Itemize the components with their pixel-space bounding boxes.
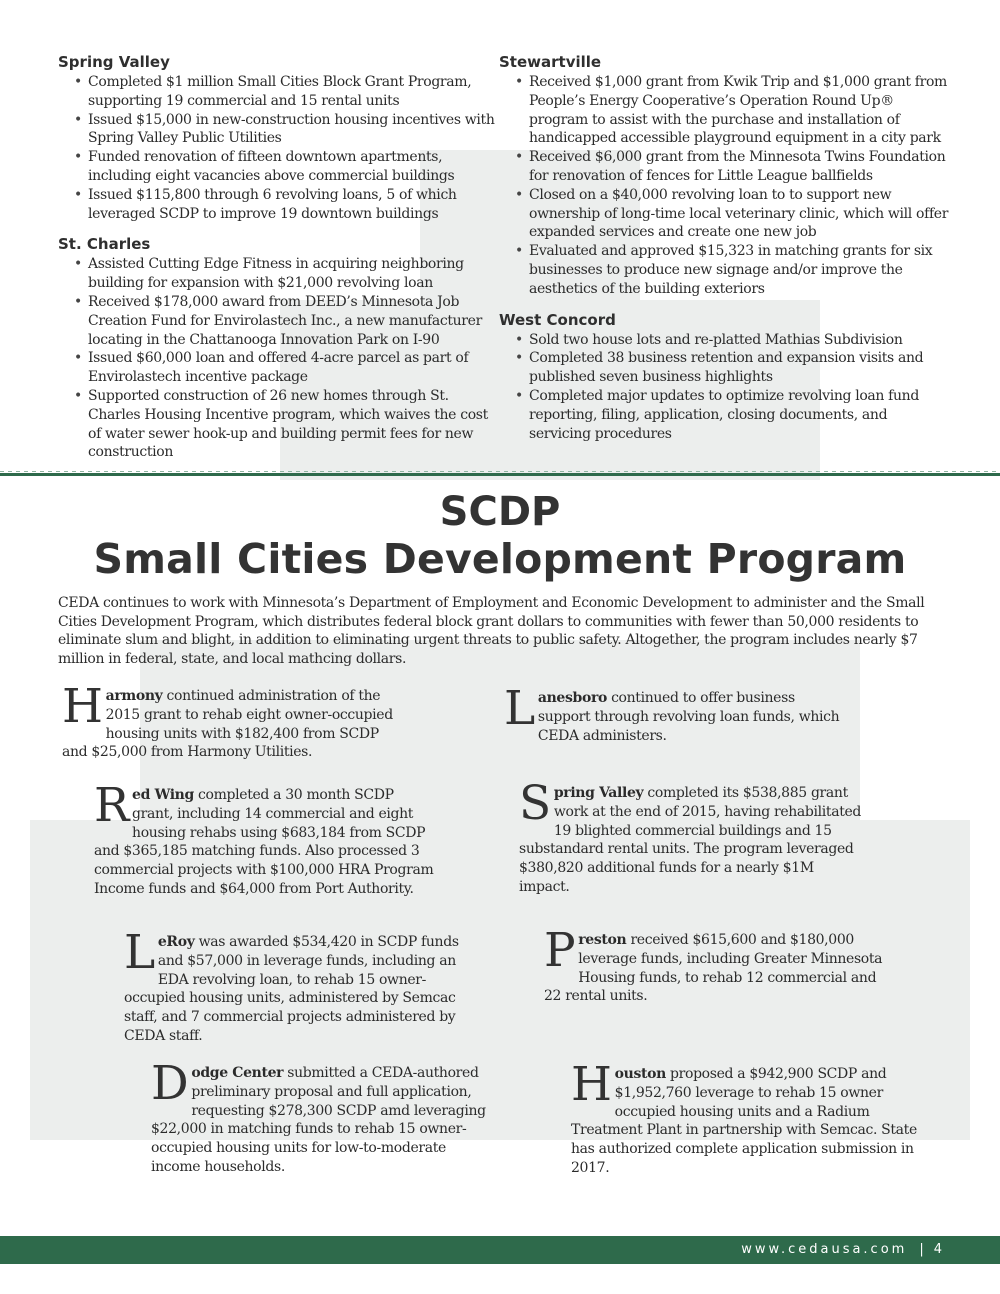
- drop-cap: S: [519, 776, 551, 831]
- entry-name: ouston: [614, 1066, 666, 1082]
- west-concord-list: [499, 331, 951, 444]
- list-item: • Completed $1 million Small Cities Block Grant Program, supporting 19 commercial and 15 rental units: [58, 73, 498, 111]
- entry-name: ed Wing: [132, 787, 194, 803]
- list-item: • Issued $15,000 in new-construction housing incentives with Spring Valley Public Utilities: [58, 111, 498, 149]
- entry-text: completed its $538,885 grant work at the end of 2015, having rehabilitated 19 blighted commercial buildings and 15 substandard rental units. The program leveraged $380,820 additional funds for a nearly $1M impact.: [519, 785, 862, 895]
- entry-red-wing: [94, 778, 434, 899]
- drop-cap: R: [94, 778, 130, 833]
- section-title-spring-valley: Spring Valley: [58, 53, 170, 71]
- st-charles-list: [58, 255, 498, 462]
- scdp-intro: CEDA continues to work with Minnesota’s Department of Employment and Economic Development to administer and the Small Cities Development Program, which distributes federal block grant dollars to communities with fewer than 50,000 residents to eliminate slum and blight, in addition to eliminating urgent threats to public safety. Altogether, the program includes nearly $7 million in federal, state, and local mathcing dollars.: [58, 595, 925, 667]
- entry-harmony: [62, 679, 407, 762]
- spring-valley-list: [58, 73, 498, 223]
- entry-preston: [544, 923, 889, 1006]
- list-item: • Received $1,000 grant from Kwik Trip and $1,000 grant from People’s Energy Cooperative’s Operation Round Up® program to assist with the purchase and installation of handicapped accessible playground equipment in a city park: [499, 73, 951, 148]
- entry-text: proposed a $942,900 SCDP and $1,952,760 leverage to rehab 15 owner occupied housing units and a Radium Treatment Plant in partnership with Semcac. State has authorized complete application submission in 2017.: [571, 1066, 917, 1176]
- list-item: • Completed major updates to optimize revolving loan fund reporting, filing, application, closing documents, and servicing procedures: [499, 387, 951, 443]
- drop-cap: H: [62, 679, 103, 734]
- footer-separator: |: [919, 1242, 924, 1257]
- section-title-west-concord: West Concord: [499, 310, 616, 329]
- section-title-st-charles: St. Charles: [58, 235, 151, 254]
- drop-cap: H: [571, 1057, 612, 1112]
- list-item: • Sold two house lots and re-platted Mathias Subdivision: [499, 331, 951, 350]
- entry-dodge-center: [151, 1056, 491, 1177]
- entry-spring-valley: [519, 776, 864, 897]
- page-number: 4: [933, 1242, 942, 1257]
- section-title-stewartville: Stewartville: [499, 53, 602, 71]
- entry-text: submitted a CEDA-authored preliminary proposal and full application, requesting $278,300 SCDP amd leveraging $22,000 in matching funds to rehab 15 owner-occupied housing units for low-to-moderate income households.: [151, 1065, 486, 1175]
- footer-website-link[interactable]: www.cedausa.com: [741, 1242, 908, 1257]
- entry-text: completed a 30 month SCDP grant, including 14 commercial and eight housing rehabs using $683,184 from SCDP and $365,185 matching funds. Also processed 3 commercial projects with $100,000 HRA Program Income funds and $64,000 from Port Authority.: [94, 787, 434, 897]
- scdp-heading: SCDP: [439, 489, 561, 535]
- entry-houston: [571, 1057, 926, 1178]
- entry-text: continued to offer business support through revolving loan funds, which CEDA administers.: [537, 690, 840, 744]
- entry-leroy: [124, 925, 469, 1046]
- list-item: • Evaluated and approved $15,323 in matching grants for six businesses to produce new signage and/or improve the aesthetics of the building exteriors: [499, 242, 951, 298]
- city-updates-left-column: [58, 52, 498, 473]
- drop-cap: P: [544, 923, 576, 978]
- list-item: • Received $6,000 grant from the Minnesota Twins Foundation for renovation of fences for Little League ballfields: [499, 148, 951, 186]
- list-item: • Funded renovation of fifteen downtown apartments, including eight vacancies above commercial buildings: [58, 148, 498, 186]
- entry-name: armony: [105, 688, 163, 704]
- list-item: • Received $178,000 award from DEED’s Minnesota Job Creation Fund for Envirolastech Inc., a new manufacturer locating in the Chattanooga Innovation Park on I-90: [58, 293, 498, 349]
- list-item: • Supported construction of 26 new homes through St. Charles Housing Incentive program, which waives the cost of water sewer hook-up and building permit fees for new construction: [58, 387, 498, 462]
- list-item: • Issued $115,800 through 6 revolving loans, 5 of which leveraged SCDP to improve 19 downtown buildings: [58, 186, 498, 224]
- drop-cap: L: [124, 925, 155, 980]
- entry-name: eRoy: [157, 934, 195, 950]
- entry-name: pring Valley: [553, 785, 644, 801]
- entry-lanesboro: [504, 681, 844, 745]
- list-item: • Issued $60,000 loan and offered 4-acre parcel as part of Envirolastech incentive package: [58, 349, 498, 387]
- drop-cap: L: [504, 681, 535, 736]
- entry-name: reston: [578, 932, 627, 948]
- entry-text: was awarded $534,420 in SCDP funds and $57,000 in leverage funds, including an EDA revolving loan, to rehab 15 owner-occupied housing units, administered by Semcac staff, and 7 commercial projects administered by CEDA staff.: [124, 934, 459, 1044]
- entry-text: continued administration of the 2015 grant to rehab eight owner-occupied housing units with $182,400 from SCDP and $25,000 from Harmony Utilities.: [62, 688, 393, 761]
- footer-text: [741, 1236, 942, 1264]
- scdp-full-title: Small Cities Development Program: [93, 535, 907, 583]
- list-item: • Completed 38 business retention and expansion visits and published seven business highlights: [499, 349, 951, 387]
- section-divider: [0, 473, 1000, 476]
- city-updates-right-column: [499, 52, 951, 454]
- stewartville-list: [499, 73, 951, 299]
- footer-bar: [0, 1236, 1000, 1264]
- entry-name: anesboro: [537, 690, 607, 706]
- entry-name: odge Center: [191, 1065, 284, 1081]
- entry-text: received $615,600 and $180,000 leverage funds, including Greater Minnesota Housing funds, to rehab 12 commercial and 22 rental units.: [544, 932, 883, 1005]
- list-item: • Closed on a $40,000 revolving loan to to support new ownership of long-time local veterinary clinic, which will offer expanded services and create one new job: [499, 186, 951, 242]
- drop-cap: D: [151, 1056, 189, 1111]
- list-item: • Assisted Cutting Edge Fitness in acquiring neighboring building for expansion with $21,000 revolving loan: [58, 255, 498, 293]
